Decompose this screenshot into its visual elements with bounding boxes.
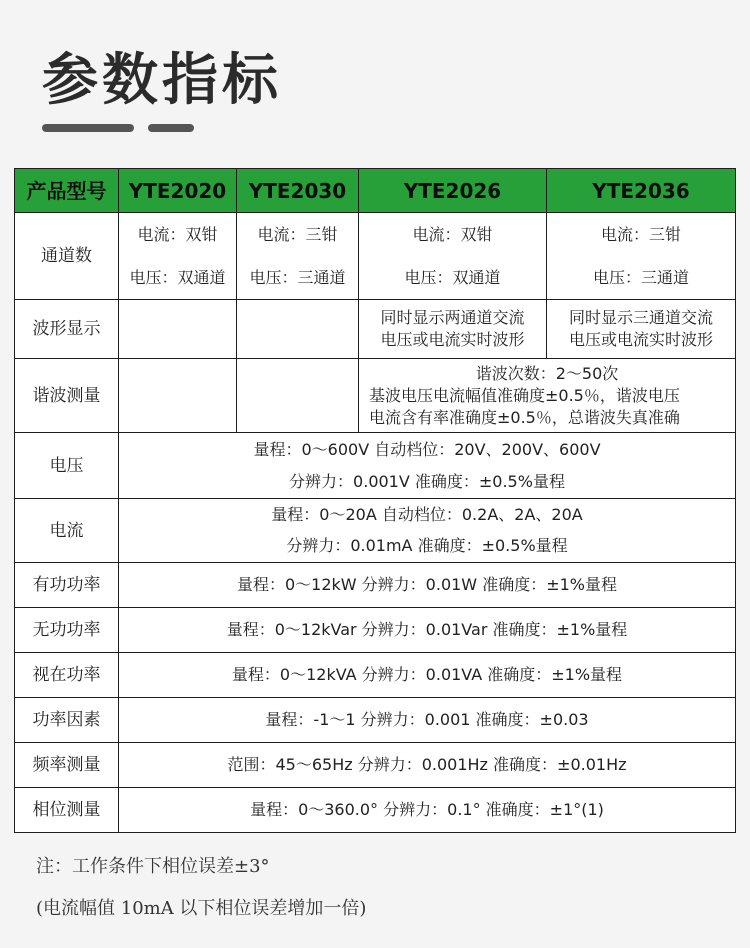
table-row-frequency xyxy=(15,743,736,788)
table-header-row xyxy=(15,169,736,213)
reactive-power-spec: 量程：0～12kVar 分辨力：0.01Var 准确度：±1%量程 xyxy=(119,608,736,653)
harmonic-spec xyxy=(359,359,736,433)
table-row-waveform xyxy=(15,300,736,359)
channels-yte2036 xyxy=(547,213,736,300)
harmonic-order: 谐波次数：2～50次 xyxy=(475,363,619,383)
table-row-channels xyxy=(15,213,736,300)
voltage-resolution: 分辨力：0.001V 准确度：±0.5%量程 xyxy=(289,471,565,491)
row-label-current: 电流 xyxy=(15,499,119,563)
channels-yte2020-voltage: 电压：双通道 xyxy=(129,267,226,287)
waveform-yte2026 xyxy=(359,300,547,359)
channels-yte2026-current: 电流：双钳 xyxy=(412,224,493,244)
channels-yte2026-voltage: 电压：双通道 xyxy=(404,267,501,287)
note-phase-error: 注：工作条件下相位误差±3° xyxy=(36,856,270,877)
active-power-spec: 量程：0～12kW 分辨力：0.01W 准确度：±1%量程 xyxy=(119,563,736,608)
power-factor-spec: 量程：-1～1 分辨力：0.001 准确度：±0.03 xyxy=(119,698,736,743)
header-model-label: 产品型号 xyxy=(15,169,119,213)
row-label-active-power: 有功功率 xyxy=(15,563,119,608)
table-row-phase xyxy=(15,788,736,833)
table-row-apparent-power xyxy=(15,653,736,698)
note-low-current: (电流幅值 10mA 以下相位误差增加一倍) xyxy=(36,898,367,919)
row-label-channels: 通道数 xyxy=(15,213,119,300)
header-model-yte2036: YTE2036 xyxy=(547,169,736,213)
waveform-yte2026-line1: 同时显示两通道交流 xyxy=(380,308,525,327)
harmonic-content-accuracy: 电流含有率准确度±0.5％，总谐波失真准确 xyxy=(369,407,680,427)
row-label-reactive-power: 无功功率 xyxy=(15,608,119,653)
table-row-harmonic xyxy=(15,359,736,433)
channels-yte2030-current: 电流：三钳 xyxy=(257,224,338,244)
current-resolution: 分辨力：0.01mA 准确度：±0.5%量程 xyxy=(286,536,568,555)
header-model-yte2030: YTE2030 xyxy=(237,169,359,213)
row-label-voltage: 电压 xyxy=(15,433,119,499)
waveform-yte2030 xyxy=(237,300,359,359)
waveform-yte2036-line1: 同时显示三通道交流 xyxy=(568,308,713,327)
channels-yte2020 xyxy=(119,213,237,300)
waveform-yte2020 xyxy=(119,300,237,359)
page-title: 参数指标 xyxy=(42,48,282,113)
voltage-range: 量程：0～600V 自动档位：20V、200V、600V xyxy=(253,439,601,459)
spec-table xyxy=(14,168,736,833)
harmonic-yte2020 xyxy=(119,359,237,433)
table-row-power-factor xyxy=(15,698,736,743)
phase-spec: 量程：0～360.0° 分辨力：0.1° 准确度：±1°(1) xyxy=(119,788,736,833)
table-row-reactive-power xyxy=(15,608,736,653)
title-underline-short xyxy=(148,124,194,132)
channels-yte2036-voltage: 电压：三通道 xyxy=(592,267,689,287)
header-model-yte2026: YTE2026 xyxy=(359,169,547,213)
channels-yte2036-current: 电流：三钳 xyxy=(600,224,681,244)
header-model-yte2020: YTE2020 xyxy=(119,169,237,213)
apparent-power-spec: 量程：0～12kVA 分辨力：0.01VA 准确度：±1%量程 xyxy=(119,653,736,698)
channels-yte2030-voltage: 电压：三通道 xyxy=(249,267,346,287)
row-label-phase: 相位测量 xyxy=(15,788,119,833)
current-range: 量程：0～20A 自动档位：0.2A、2A、20A xyxy=(271,505,583,524)
row-label-power-factor: 功率因素 xyxy=(15,698,119,743)
channels-yte2026 xyxy=(359,213,547,300)
table-row-current xyxy=(15,499,736,563)
row-label-frequency: 频率测量 xyxy=(15,743,119,788)
current-spec xyxy=(119,499,736,563)
waveform-yte2026-line2: 电压或电流实时波形 xyxy=(380,330,525,349)
waveform-yte2036-line2: 电压或电流实时波形 xyxy=(568,330,713,349)
harmonic-fundamental-accuracy: 基波电压电流幅值准确度±0.5％，谐波电压 xyxy=(369,385,680,405)
row-label-apparent-power: 视在功率 xyxy=(15,653,119,698)
table-row-active-power xyxy=(15,563,736,608)
row-label-waveform: 波形显示 xyxy=(15,300,119,359)
voltage-spec xyxy=(119,433,736,499)
table-row-voltage xyxy=(15,433,736,499)
title-underline-long xyxy=(42,124,134,132)
harmonic-yte2030 xyxy=(237,359,359,433)
channels-yte2020-current: 电流：双钳 xyxy=(137,224,218,244)
waveform-yte2036 xyxy=(547,300,736,359)
row-label-harmonic: 谐波测量 xyxy=(15,359,119,433)
frequency-spec: 范围：45～65Hz 分辨力：0.001Hz 准确度：±0.01Hz xyxy=(119,743,736,788)
channels-yte2030 xyxy=(237,213,359,300)
